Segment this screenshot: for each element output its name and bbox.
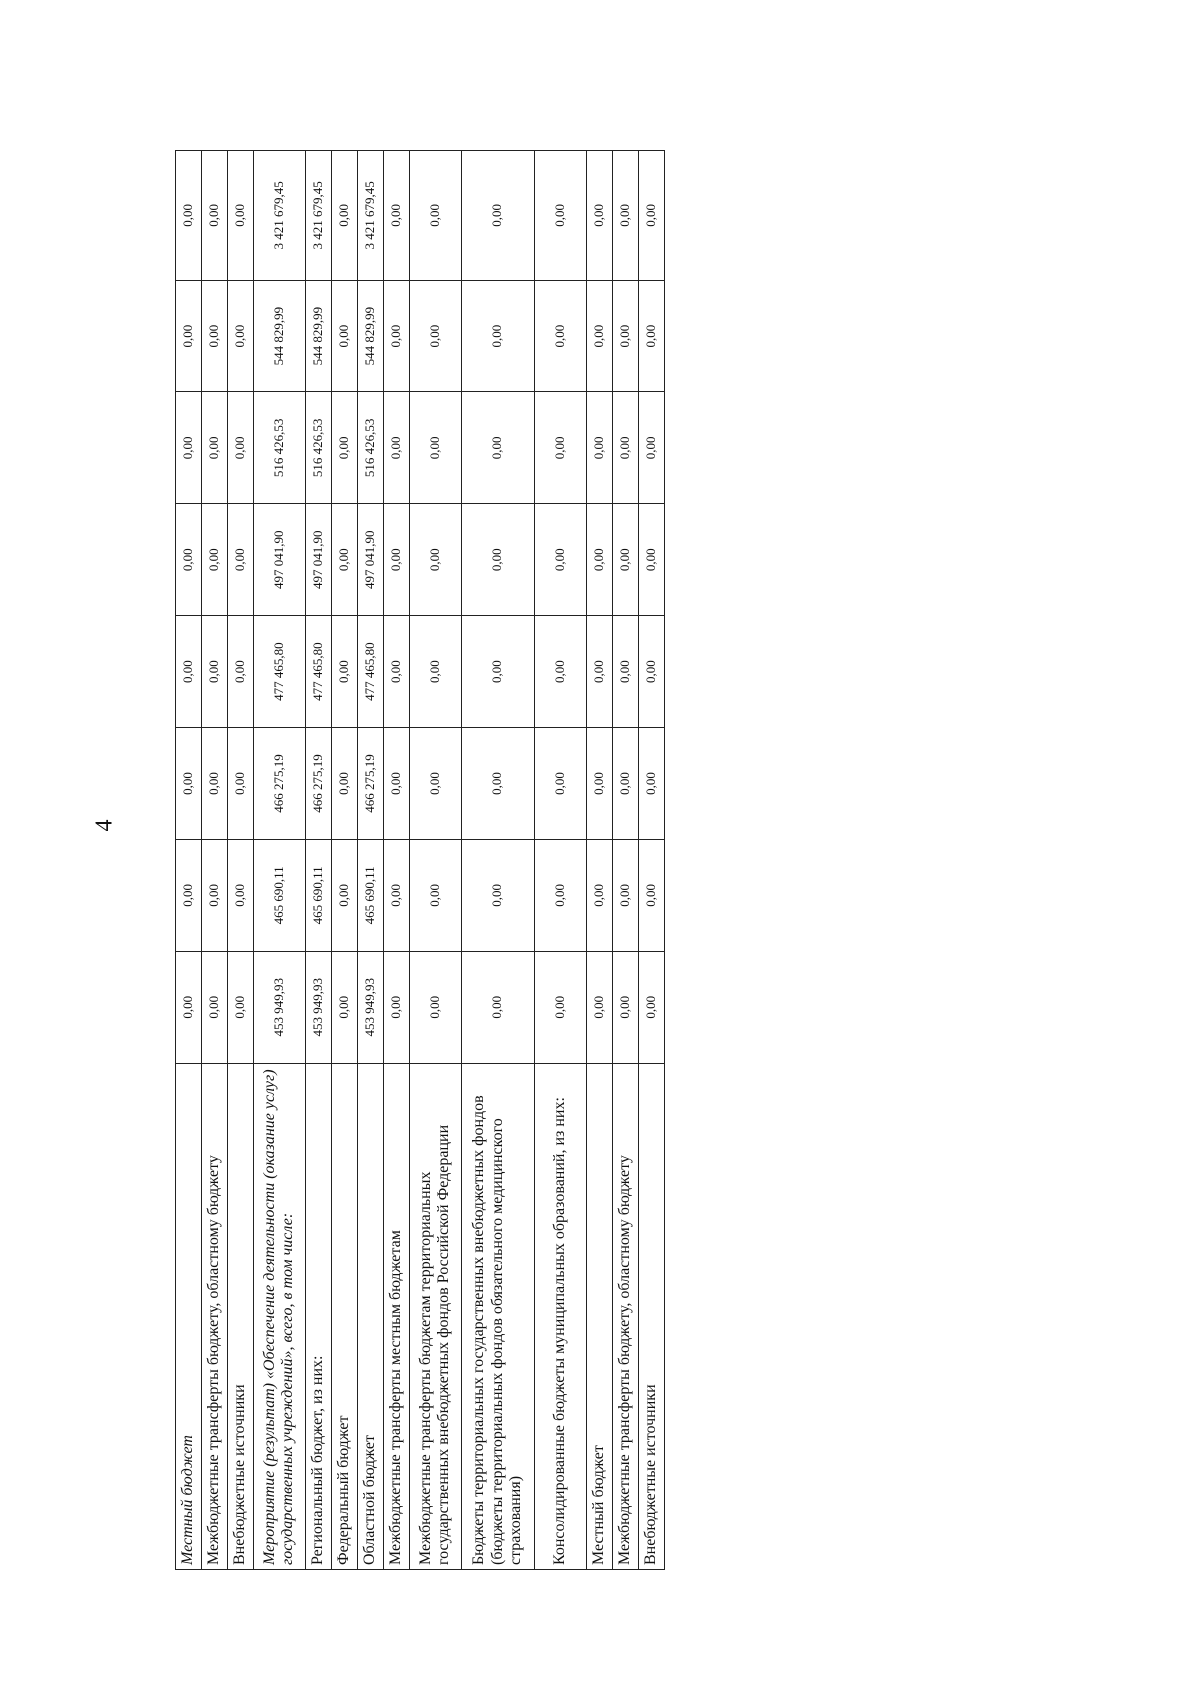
row-value: 0,00 bbox=[587, 951, 613, 1063]
row-value: 0,00 bbox=[227, 616, 253, 728]
row-value: 544 829,99 bbox=[357, 280, 383, 392]
row-value: 0,00 bbox=[201, 616, 227, 728]
row-value: 0,00 bbox=[383, 280, 409, 392]
row-value: 0,00 bbox=[201, 728, 227, 840]
row-value: 0,00 bbox=[612, 616, 638, 728]
row-value: 0,00 bbox=[612, 951, 638, 1063]
row-value: 0,00 bbox=[176, 839, 202, 951]
row-value: 0,00 bbox=[227, 951, 253, 1063]
row-value: 477 465,80 bbox=[253, 616, 305, 728]
row-value: 0,00 bbox=[638, 839, 664, 951]
page-number: 4 bbox=[91, 819, 118, 832]
row-label: Местный бюджет bbox=[176, 1063, 202, 1569]
row-value: 0,00 bbox=[409, 151, 461, 281]
row-value: 497 041,90 bbox=[357, 504, 383, 616]
row-value: 0,00 bbox=[176, 392, 202, 504]
row-value: 0,00 bbox=[176, 504, 202, 616]
table-row bbox=[201, 151, 227, 1570]
row-value: 0,00 bbox=[383, 839, 409, 951]
row-value: 0,00 bbox=[587, 728, 613, 840]
row-value: 0,00 bbox=[383, 951, 409, 1063]
row-value: 0,00 bbox=[409, 504, 461, 616]
row-value: 0,00 bbox=[227, 151, 253, 281]
row-value: 0,00 bbox=[383, 392, 409, 504]
row-value: 544 829,99 bbox=[305, 280, 331, 392]
table-row bbox=[587, 151, 613, 1570]
row-label: Областной бюджет bbox=[357, 1063, 383, 1569]
row-value: 0,00 bbox=[461, 151, 535, 281]
row-value: 0,00 bbox=[587, 392, 613, 504]
row-value: 453 949,93 bbox=[305, 951, 331, 1063]
row-label: Внебюджетные источники bbox=[227, 1063, 253, 1569]
row-value: 0,00 bbox=[638, 392, 664, 504]
row-value: 0,00 bbox=[331, 951, 357, 1063]
row-value: 0,00 bbox=[535, 280, 587, 392]
row-value: 0,00 bbox=[176, 151, 202, 281]
row-value: 0,00 bbox=[227, 839, 253, 951]
table-row bbox=[535, 151, 587, 1570]
table-row bbox=[253, 151, 305, 1570]
row-label: Межбюджетные трансферты бюджетам территориальных государственных внебюджетных фондов Российской Федерации bbox=[409, 1063, 461, 1569]
row-value: 465 690,11 bbox=[253, 839, 305, 951]
row-value: 0,00 bbox=[461, 392, 535, 504]
row-value: 0,00 bbox=[409, 392, 461, 504]
row-value: 0,00 bbox=[331, 504, 357, 616]
row-value: 0,00 bbox=[331, 392, 357, 504]
row-value: 0,00 bbox=[383, 728, 409, 840]
row-value: 477 465,80 bbox=[305, 616, 331, 728]
row-value: 0,00 bbox=[331, 839, 357, 951]
row-label: Межбюджетные трансферты бюджету, областному бюджету bbox=[201, 1063, 227, 1569]
row-value: 0,00 bbox=[535, 151, 587, 281]
row-value: 0,00 bbox=[409, 728, 461, 840]
row-label: Местный бюджет bbox=[587, 1063, 613, 1569]
row-value: 465 690,11 bbox=[357, 839, 383, 951]
row-value: 3 421 679,45 bbox=[305, 151, 331, 281]
row-value: 0,00 bbox=[587, 280, 613, 392]
row-value: 0,00 bbox=[612, 151, 638, 281]
row-value: 0,00 bbox=[331, 728, 357, 840]
row-value: 544 829,99 bbox=[253, 280, 305, 392]
row-value: 0,00 bbox=[612, 392, 638, 504]
row-value: 0,00 bbox=[201, 504, 227, 616]
table-row bbox=[305, 151, 331, 1570]
row-value: 0,00 bbox=[383, 151, 409, 281]
row-value: 0,00 bbox=[201, 951, 227, 1063]
row-value: 0,00 bbox=[461, 616, 535, 728]
row-value: 0,00 bbox=[383, 504, 409, 616]
table-row bbox=[612, 151, 638, 1570]
table-row bbox=[461, 151, 535, 1570]
row-label: Внебюджетные источники bbox=[638, 1063, 664, 1569]
row-value: 0,00 bbox=[331, 151, 357, 281]
row-value: 0,00 bbox=[638, 728, 664, 840]
row-value: 0,00 bbox=[461, 728, 535, 840]
row-value: 0,00 bbox=[176, 280, 202, 392]
row-value: 0,00 bbox=[587, 504, 613, 616]
row-value: 0,00 bbox=[612, 728, 638, 840]
row-value: 0,00 bbox=[409, 839, 461, 951]
table-row bbox=[176, 151, 202, 1570]
row-value: 516 426,53 bbox=[305, 392, 331, 504]
row-value: 0,00 bbox=[535, 839, 587, 951]
row-value: 0,00 bbox=[535, 392, 587, 504]
row-value: 0,00 bbox=[227, 504, 253, 616]
row-value: 3 421 679,45 bbox=[253, 151, 305, 281]
row-label: Бюджеты территориальных государственных внебюджетных фондов (бюджеты территориальных фондов обязательного медицинского страхования) bbox=[461, 1063, 535, 1569]
row-value: 0,00 bbox=[201, 839, 227, 951]
row-label: Мероприятие (результат) «Обеспечение деятельности (оказание услуг) государственных учреждений», всего, в том числе: bbox=[253, 1063, 305, 1569]
row-value: 0,00 bbox=[383, 616, 409, 728]
row-value: 0,00 bbox=[612, 839, 638, 951]
row-label: Межбюджетные трансферты бюджету, областному бюджету bbox=[612, 1063, 638, 1569]
row-value: 0,00 bbox=[461, 839, 535, 951]
row-value: 0,00 bbox=[176, 728, 202, 840]
row-value: 0,00 bbox=[227, 280, 253, 392]
row-label: Региональный бюджет, из них: bbox=[305, 1063, 331, 1569]
row-value: 0,00 bbox=[535, 504, 587, 616]
row-value: 0,00 bbox=[535, 951, 587, 1063]
row-value: 0,00 bbox=[409, 280, 461, 392]
row-value: 453 949,93 bbox=[253, 951, 305, 1063]
row-value: 0,00 bbox=[535, 616, 587, 728]
row-label: Консолидированные бюджеты муниципальных образований, из них: bbox=[535, 1063, 587, 1569]
row-value: 466 275,19 bbox=[305, 728, 331, 840]
row-value: 0,00 bbox=[227, 728, 253, 840]
row-value: 0,00 bbox=[638, 280, 664, 392]
row-value: 0,00 bbox=[638, 616, 664, 728]
row-value: 0,00 bbox=[461, 504, 535, 616]
row-value: 0,00 bbox=[612, 504, 638, 616]
row-label: Межбюджетные трансферты местным бюджетам bbox=[383, 1063, 409, 1569]
row-value: 0,00 bbox=[201, 392, 227, 504]
row-value: 0,00 bbox=[331, 280, 357, 392]
row-value: 0,00 bbox=[638, 504, 664, 616]
row-label: Федеральный бюджет bbox=[331, 1063, 357, 1569]
row-value: 0,00 bbox=[587, 839, 613, 951]
row-value: 0,00 bbox=[176, 616, 202, 728]
row-value: 0,00 bbox=[461, 951, 535, 1063]
row-value: 0,00 bbox=[587, 151, 613, 281]
row-value: 0,00 bbox=[638, 151, 664, 281]
row-value: 0,00 bbox=[409, 616, 461, 728]
row-value: 0,00 bbox=[201, 280, 227, 392]
row-value: 3 421 679,45 bbox=[357, 151, 383, 281]
table-row bbox=[227, 151, 253, 1570]
row-value: 0,00 bbox=[176, 951, 202, 1063]
row-value: 0,00 bbox=[638, 951, 664, 1063]
row-value: 466 275,19 bbox=[253, 728, 305, 840]
row-value: 453 949,93 bbox=[357, 951, 383, 1063]
budget-table-container bbox=[175, 150, 665, 1570]
budget-table bbox=[175, 150, 665, 1570]
row-value: 0,00 bbox=[201, 151, 227, 281]
table-row bbox=[638, 151, 664, 1570]
row-value: 0,00 bbox=[587, 616, 613, 728]
table-row bbox=[409, 151, 461, 1570]
row-value: 466 275,19 bbox=[357, 728, 383, 840]
table-row bbox=[357, 151, 383, 1570]
table-row bbox=[383, 151, 409, 1570]
row-value: 0,00 bbox=[535, 728, 587, 840]
row-value: 465 690,11 bbox=[305, 839, 331, 951]
row-value: 0,00 bbox=[331, 616, 357, 728]
row-value: 0,00 bbox=[409, 951, 461, 1063]
row-value: 516 426,53 bbox=[357, 392, 383, 504]
row-value: 477 465,80 bbox=[357, 616, 383, 728]
row-value: 0,00 bbox=[612, 280, 638, 392]
row-value: 0,00 bbox=[461, 280, 535, 392]
row-value: 497 041,90 bbox=[253, 504, 305, 616]
row-value: 0,00 bbox=[227, 392, 253, 504]
table-row bbox=[331, 151, 357, 1570]
row-value: 497 041,90 bbox=[305, 504, 331, 616]
row-value: 516 426,53 bbox=[253, 392, 305, 504]
